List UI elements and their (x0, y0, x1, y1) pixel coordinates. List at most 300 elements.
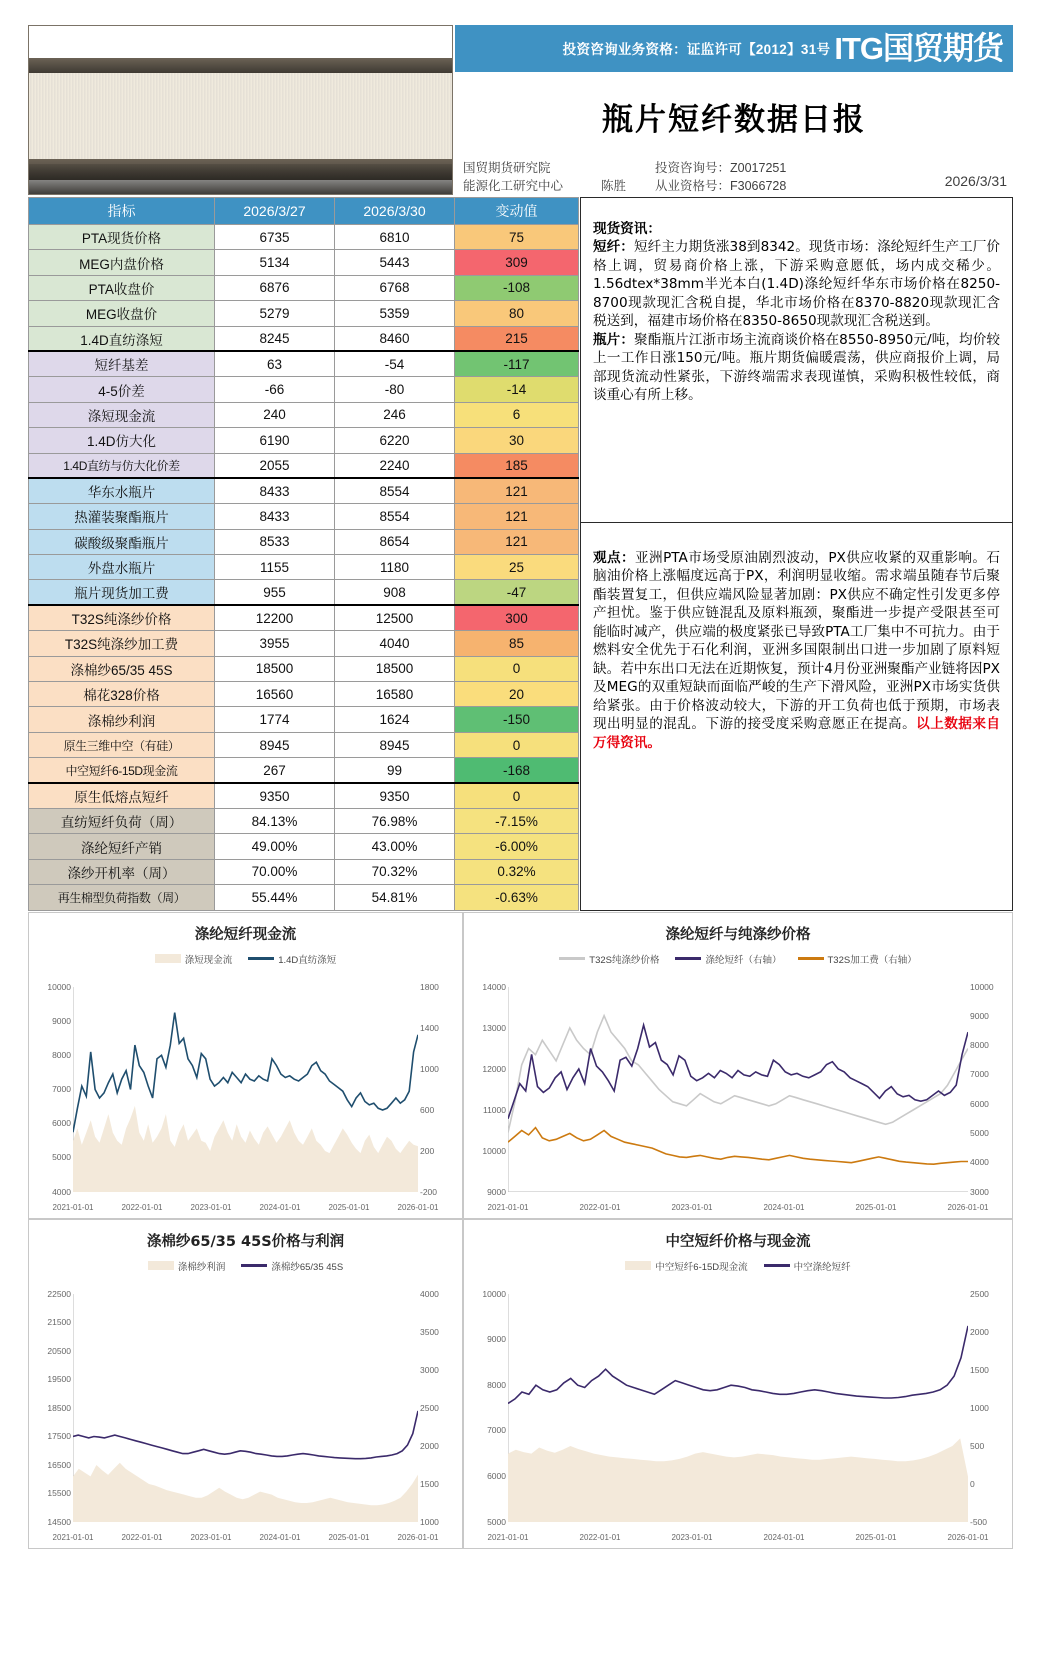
x-axis-tick: 2024-01-01 (763, 1532, 805, 1542)
legend-item (155, 952, 233, 966)
chart-series-svg (73, 987, 418, 1192)
y2-axis-tick: 200 (420, 1145, 435, 1156)
cell-indicator: 涤棉纱利润 (29, 707, 215, 732)
cell-indicator: 涤棉纱65/35 45S (29, 656, 215, 681)
title-area (455, 72, 1013, 195)
legend-label: 中空涤纶短纤 (793, 1261, 851, 1273)
cell-value-2: 8554 (335, 504, 455, 529)
y2-axis-tick: 5000 (970, 1127, 989, 1138)
cell-indicator: 原生三维中空（有硅） (29, 732, 215, 757)
table-row (29, 783, 579, 808)
chart-plot-area (73, 1294, 418, 1522)
legend-label: 1.4D直纺涤短 (278, 954, 337, 966)
spot-lead: 短纤： (593, 239, 634, 256)
spot-body: 短纤主力期货涨38到8342。现货市场：涤纶短纤生产工厂价格上调，贸易商价格上涨，下游采购意愿低，场内成交稀少。1.56dtex*38mm半光本白(1.4D)涤纶短纤华东市场价格在8250-8700现款现汇含税自提，华北市场价格在8370-8820现款现汇含税送到，福建市场价格在8350-8650现款现汇含税送到。 (593, 239, 1000, 330)
table-row (29, 682, 579, 707)
chart-line-T32S加工费（右轴） (508, 1127, 968, 1164)
cell-value-1: 8945 (215, 732, 335, 757)
chart-legend (464, 952, 1012, 966)
cell-indicator: 涤短现金流 (29, 402, 215, 427)
legend-item (148, 1259, 226, 1273)
cell-indicator: 1.4D直纺涤短 (29, 326, 215, 351)
y2-axis-tick: 8000 (970, 1040, 989, 1051)
cell-indicator: 热灌装聚酯瓶片 (29, 504, 215, 529)
x-axis-tick: 2022-01-01 (121, 1202, 163, 1212)
cell-indicator: 原生低熔点短纤 (29, 783, 215, 808)
y2-axis-tick: -200 (420, 1186, 438, 1197)
y-axis-tick: 10000 (482, 1145, 506, 1156)
th-date-1: 2026/3/27 (215, 198, 335, 225)
cell-change: 309 (455, 250, 579, 275)
chart-plot-area (508, 1294, 968, 1522)
table-row (29, 275, 579, 300)
x-axis-tick: 2023-01-01 (671, 1532, 713, 1542)
cell-value-1: 5134 (215, 250, 335, 275)
chart-legend (29, 1259, 462, 1273)
y2-axis-tick: 3000 (420, 1364, 439, 1375)
cell-value-2: 70.32% (335, 859, 455, 884)
y-axis-tick: 11000 (482, 1104, 506, 1115)
cell-value-1: 2055 (215, 453, 335, 478)
cell-value-2: 43.00% (335, 834, 455, 859)
legend-item (675, 952, 781, 966)
chart-area-涤棉纱利润 (73, 1462, 418, 1521)
chart-line-涤纶短纤（右轴） (508, 1025, 968, 1119)
legend-swatch (625, 1261, 651, 1270)
y2-axis-tick: 3000 (970, 1186, 989, 1197)
y2-axis-tick: 600 (420, 1104, 435, 1115)
table-row (29, 580, 579, 605)
table-row (29, 758, 579, 783)
chart-series-svg (508, 987, 968, 1192)
table-row (29, 453, 579, 478)
chart-line-1.4D直纺涤短 (73, 1012, 418, 1132)
y-axis-tick: 16500 (47, 1459, 71, 1470)
cell-value-1: -66 (215, 377, 335, 402)
chart-pc-yarn (28, 1219, 463, 1549)
legend-item (241, 1259, 343, 1273)
chart-psf-vs-yarn (463, 912, 1013, 1219)
cell-value-1: 6735 (215, 225, 335, 250)
practice-line (655, 177, 805, 195)
table-row (29, 732, 579, 757)
legend-label: 涤纶短纤（右轴） (705, 954, 782, 966)
cell-change: 215 (455, 326, 579, 351)
th-change: 变动值 (455, 198, 579, 225)
cell-value-1: 84.13% (215, 808, 335, 833)
y-axis-tick: 4000 (52, 1186, 71, 1197)
x-axis-tick: 2022-01-01 (579, 1532, 621, 1542)
cell-change: -168 (455, 758, 579, 783)
indicator-table (28, 197, 579, 911)
cell-value-1: 6876 (215, 275, 335, 300)
cell-value-2: 5443 (335, 250, 455, 275)
cell-indicator: 1.4D仿大化 (29, 428, 215, 453)
cell-indicator: 短纤基差 (29, 351, 215, 376)
y2-axis-tick: 4000 (970, 1157, 989, 1168)
table-row (29, 834, 579, 859)
consult-line (655, 159, 805, 177)
chip-lead: 瓶片： (593, 331, 635, 348)
cell-value-1: 18500 (215, 656, 335, 681)
cell-indicator: 棉花328价格 (29, 682, 215, 707)
chart-line-T32S纯涤纱价格 (508, 1015, 968, 1132)
chart-line-中空涤纶短纤 (508, 1325, 968, 1403)
spot-news-title: 现货资讯： (593, 221, 661, 237)
x-axis-tick: 2025-01-01 (328, 1532, 370, 1542)
cell-change: 85 (455, 631, 579, 656)
table-row (29, 808, 579, 833)
chart-cash-flow (28, 912, 463, 1219)
cell-value-1: 63 (215, 351, 335, 376)
y2-axis-tick: 1500 (970, 1364, 989, 1375)
y-axis-tick: 6000 (487, 1470, 506, 1481)
y-axis-tick: 10000 (47, 981, 71, 992)
table-row (29, 301, 579, 326)
legend-item (625, 1259, 747, 1273)
table-row (29, 605, 579, 630)
y-axis-tick: 14500 (47, 1516, 71, 1527)
y-axis-tick: 5000 (487, 1516, 506, 1527)
x-axis-tick: 2026-01-01 (947, 1532, 989, 1542)
chip-news-paragraph (593, 331, 1000, 405)
center-name: 能源化工研究中心 (463, 178, 564, 193)
cell-value-2: 99 (335, 758, 455, 783)
logo-name: 国贸期货 (883, 30, 1003, 66)
cell-indicator: 直纺短纤负荷（周） (29, 808, 215, 833)
cell-indicator: 再生棉型负荷指数（周） (29, 885, 215, 910)
table-row (29, 555, 579, 580)
legend-label: T32S纯涤纱价格 (589, 954, 660, 966)
y-axis-tick: 13000 (482, 1022, 506, 1033)
y-axis-tick: 22500 (47, 1288, 71, 1299)
x-axis-tick: 2025-01-01 (855, 1532, 897, 1542)
cell-indicator: 瓶片现货加工费 (29, 580, 215, 605)
cell-value-1: 70.00% (215, 859, 335, 884)
cell-change: 0 (455, 656, 579, 681)
chart-plot-area (508, 987, 968, 1192)
cell-indicator: PTA收盘价 (29, 275, 215, 300)
y2-axis-tick: 6000 (970, 1098, 989, 1109)
chip-body: 聚酯瓶片江浙市场主流商谈价格在8550-8950元/吨，均价较上一工作日涨150元/吨。瓶片期货偏暖震荡，供应商报价上调，局部现货流动性紧张，下游终端需求表现谨慎，采购积极性较低，商谈重心有所上移。 (593, 331, 1000, 404)
legend-label: T32S加工费（右轴） (827, 954, 917, 966)
cell-change: -14 (455, 377, 579, 402)
cell-value-1: 16560 (215, 682, 335, 707)
y2-axis-tick: 4000 (420, 1288, 439, 1299)
cell-value-2: 9350 (335, 783, 455, 808)
y2-axis-tick: -500 (970, 1516, 988, 1527)
table-row (29, 859, 579, 884)
x-axis-tick: 2021-01-01 (487, 1532, 529, 1542)
table-row (29, 225, 579, 250)
cell-change: 121 (455, 504, 579, 529)
table-row (29, 377, 579, 402)
report-meta (455, 159, 1013, 195)
cell-value-2: 1624 (335, 707, 455, 732)
cell-indicator: MEG内盘价格 (29, 250, 215, 275)
qualification-text: 投资咨询业务资格：证监许可【2012】31号 (562, 42, 831, 58)
table-row (29, 478, 579, 503)
table-row (29, 504, 579, 529)
cell-change: 185 (455, 453, 579, 478)
view-paragraph (593, 549, 1000, 752)
y2-axis-tick: 1500 (420, 1478, 439, 1489)
y2-axis-tick: 1000 (970, 1402, 989, 1413)
analyst-name: 陈胜 (601, 178, 627, 193)
x-axis-tick: 2022-01-01 (579, 1202, 621, 1212)
y2-axis-tick: 2000 (420, 1440, 439, 1451)
chart-hollow (463, 1219, 1013, 1549)
y2-axis-tick: 2000 (970, 1326, 989, 1337)
cell-change: 0 (455, 732, 579, 757)
legend-swatch (155, 954, 181, 963)
legend-item (764, 1259, 851, 1273)
x-axis-tick: 2022-01-01 (121, 1532, 163, 1542)
y-axis-tick: 6000 (52, 1118, 71, 1129)
cell-indicator: 华东水瓶片 (29, 478, 215, 503)
table-body (29, 225, 579, 911)
th-indicator: 指标 (29, 198, 215, 225)
table-row (29, 631, 579, 656)
cell-indicator: MEG收盘价 (29, 301, 215, 326)
header-right (455, 25, 1013, 195)
th-date-2: 2026/3/30 (335, 198, 455, 225)
cell-value-2: 908 (335, 580, 455, 605)
cell-value-2: -80 (335, 377, 455, 402)
x-axis-tick: 2023-01-01 (190, 1202, 232, 1212)
cell-indicator: 涤纱开机率（周） (29, 859, 215, 884)
legend-item (798, 952, 917, 966)
legend-swatch (241, 1264, 267, 1267)
cell-change: -117 (455, 351, 579, 376)
chart-title: 涤纶短纤与纯涤纱价格 (665, 926, 811, 943)
y-axis-tick: 21500 (47, 1317, 71, 1328)
spot-news-paragraph (593, 238, 1000, 330)
cell-value-2: 5359 (335, 301, 455, 326)
table-row (29, 250, 579, 275)
y-axis-tick: 14000 (482, 981, 506, 992)
cell-value-2: 8654 (335, 529, 455, 554)
cell-change: -47 (455, 580, 579, 605)
cell-value-1: 8245 (215, 326, 335, 351)
y-axis-tick: 5000 (52, 1152, 71, 1163)
y-axis-tick: 20500 (47, 1345, 71, 1356)
cell-indicator: T32S纯涤纱加工费 (29, 631, 215, 656)
cell-value-2: 18500 (335, 656, 455, 681)
table-row (29, 402, 579, 427)
cell-value-1: 12200 (215, 605, 335, 630)
cell-value-2: 16580 (335, 682, 455, 707)
report-date: 2026/3/31 (944, 172, 1007, 189)
cell-value-1: 240 (215, 402, 335, 427)
institute-name: 国贸期货研究院 (463, 160, 551, 175)
cell-value-1: 5279 (215, 301, 335, 326)
cell-indicator: 1.4D直纺与仿大化价差 (29, 453, 215, 478)
cell-value-2: 8554 (335, 478, 455, 503)
cell-value-2: 8945 (335, 732, 455, 757)
cell-value-1: 1155 (215, 555, 335, 580)
y-axis-tick: 17500 (47, 1431, 71, 1442)
report-header (0, 0, 1041, 195)
practice-label: 从业资格号： (655, 178, 731, 193)
cell-change: -7.15% (455, 808, 579, 833)
y-axis-tick: 19500 (47, 1374, 71, 1385)
cell-value-2: 6810 (335, 225, 455, 250)
cell-change: 0.32% (455, 859, 579, 884)
y-axis-tick: 8000 (487, 1379, 506, 1390)
legend-item (248, 952, 336, 966)
cell-change: -6.00% (455, 834, 579, 859)
x-axis-tick: 2021-01-01 (52, 1202, 94, 1212)
cell-change: 80 (455, 301, 579, 326)
chart-legend (464, 1259, 1012, 1273)
header-photo (28, 25, 453, 195)
cell-change: 30 (455, 428, 579, 453)
report-body (0, 197, 1041, 911)
legend-item (559, 952, 659, 966)
cell-value-1: 49.00% (215, 834, 335, 859)
cell-change: 0 (455, 783, 579, 808)
x-axis-tick: 2024-01-01 (763, 1202, 805, 1212)
x-axis-tick: 2023-01-01 (190, 1532, 232, 1542)
y2-axis-tick: 0 (970, 1478, 975, 1489)
cell-value-1: 955 (215, 580, 335, 605)
y2-axis-tick: 10000 (970, 981, 994, 992)
chart-line-涤棉纱65/35 45S (73, 1410, 418, 1458)
y-axis-tick: 12000 (482, 1063, 506, 1074)
y2-axis-tick: 3500 (420, 1326, 439, 1337)
table-row (29, 656, 579, 681)
table-row (29, 351, 579, 376)
y-axis-tick: 7000 (52, 1084, 71, 1095)
cell-value-2: 12500 (335, 605, 455, 630)
y-axis-tick: 9000 (487, 1334, 506, 1345)
table-row (29, 885, 579, 910)
cell-indicator: PTA现货价格 (29, 225, 215, 250)
cell-value-2: 6768 (335, 275, 455, 300)
center-line (463, 177, 655, 195)
report-title: 瓶片短纤数据日报 (602, 101, 866, 138)
meta-license-block (655, 159, 805, 195)
legend-label: 涤短现金流 (184, 954, 233, 966)
table-row (29, 428, 579, 453)
chart-series-svg (73, 1294, 418, 1522)
chart-plot-area (73, 987, 418, 1192)
brand-bar (455, 25, 1013, 72)
y2-axis-tick: 1400 (420, 1022, 439, 1033)
consult-no: Z0017251 (730, 160, 787, 175)
y-axis-tick: 10000 (482, 1288, 506, 1299)
cell-change: 121 (455, 478, 579, 503)
legend-label: 中空短纤6-15D现金流 (655, 1261, 748, 1273)
cell-value-1: 8433 (215, 504, 335, 529)
x-axis-tick: 2025-01-01 (855, 1202, 897, 1212)
practice-no: F3066728 (730, 178, 787, 193)
consult-label: 投资咨询号： (655, 160, 731, 175)
photo-shadow (29, 164, 452, 194)
legend-swatch (559, 957, 585, 960)
cell-change: 6 (455, 402, 579, 427)
cell-value-1: 8433 (215, 478, 335, 503)
cell-value-1: 55.44% (215, 885, 335, 910)
legend-swatch (248, 957, 274, 960)
x-axis-tick: 2021-01-01 (52, 1532, 94, 1542)
cell-change: 75 (455, 225, 579, 250)
y2-axis-tick: 1000 (420, 1063, 439, 1074)
x-axis-tick: 2021-01-01 (487, 1202, 529, 1212)
legend-swatch (764, 1264, 790, 1267)
cell-value-1: 3955 (215, 631, 335, 656)
y2-axis-tick: 1000 (420, 1516, 439, 1527)
table-header-row (29, 198, 579, 225)
cell-value-1: 9350 (215, 783, 335, 808)
cell-indicator: 4-5价差 (29, 377, 215, 402)
chart-series-svg (508, 1294, 968, 1522)
legend-label: 涤棉纱利润 (177, 1261, 226, 1273)
legend-label: 涤棉纱65/35 45S (271, 1261, 344, 1273)
view-note (581, 523, 1012, 910)
y-axis-tick: 18500 (47, 1402, 71, 1413)
x-axis-tick: 2026-01-01 (947, 1202, 989, 1212)
cell-value-1: 8533 (215, 529, 335, 554)
y2-axis-tick: 2500 (970, 1288, 989, 1299)
spot-news-note (581, 198, 1012, 523)
y2-axis-tick: 9000 (970, 1010, 989, 1021)
cell-value-1: 6190 (215, 428, 335, 453)
y-axis-tick: 8000 (52, 1049, 71, 1060)
cell-value-2: 1180 (335, 555, 455, 580)
cell-value-2: 246 (335, 402, 455, 427)
chart-title: 涤棉纱65/35 45S价格与利润 (146, 1233, 345, 1250)
cell-change: 300 (455, 605, 579, 630)
view-source: 以上数据来自万得资讯。 (593, 716, 1001, 751)
chart-title: 中空短纤价格与现金流 (665, 1233, 811, 1250)
meta-institute-block (455, 159, 655, 195)
chart-area-中空短纤6-15D现金流 (508, 1438, 968, 1522)
cell-indicator: 外盘水瓶片 (29, 555, 215, 580)
chart-grid (0, 912, 1041, 1549)
legend-swatch (798, 957, 824, 960)
photo-fiber-strands (29, 73, 452, 160)
y2-axis-tick: 500 (970, 1440, 985, 1451)
commentary-panel (580, 197, 1013, 911)
cell-indicator: 中空短纤6-15D现金流 (29, 758, 215, 783)
cell-indicator: 碳酸级聚酯瓶片 (29, 529, 215, 554)
cell-value-2: 76.98% (335, 808, 455, 833)
cell-value-2: 4040 (335, 631, 455, 656)
cell-value-2: 54.81% (335, 885, 455, 910)
cell-value-2: 2240 (335, 453, 455, 478)
cell-change: 20 (455, 682, 579, 707)
y-axis-tick: 9000 (52, 1015, 71, 1026)
cell-value-1: 1774 (215, 707, 335, 732)
chart-title: 涤纶短纤现金流 (194, 926, 297, 943)
legend-swatch (148, 1261, 174, 1270)
cell-change: -150 (455, 707, 579, 732)
table-row (29, 326, 579, 351)
x-axis-tick: 2023-01-01 (671, 1202, 713, 1212)
x-axis-tick: 2024-01-01 (259, 1202, 301, 1212)
view-lead: 观点： (593, 550, 636, 566)
cell-value-2: 6220 (335, 428, 455, 453)
legend-swatch (675, 957, 701, 960)
cell-indicator: T32S纯涤纱价格 (29, 605, 215, 630)
cell-change: 25 (455, 555, 579, 580)
company-logo (834, 30, 1003, 66)
cell-indicator: 涤纶短纤产销 (29, 834, 215, 859)
cell-value-1: 267 (215, 758, 335, 783)
table-row (29, 529, 579, 554)
